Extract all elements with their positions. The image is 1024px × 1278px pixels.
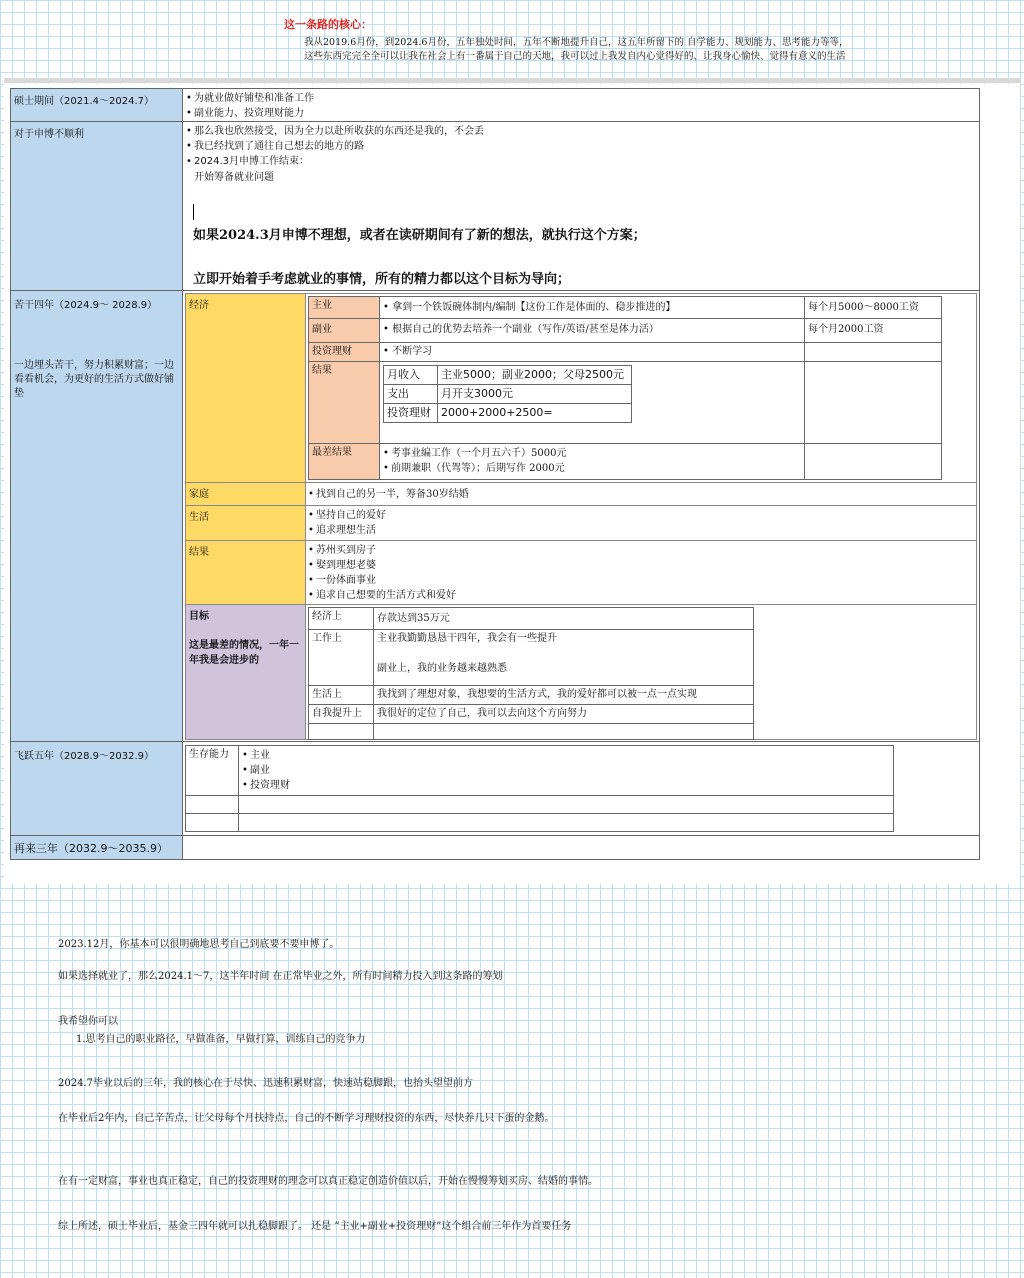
goal-note: 这是最差的情况，一年一年我是会进步的 xyxy=(189,640,299,666)
four-years-label: 苦干四年（2024.9～ 2028.9） xyxy=(14,300,158,311)
list-item: • 追求自己想要的生活方式和爱好 xyxy=(308,588,974,603)
expense-value: 月开支3000元 xyxy=(438,385,632,404)
list-item: • 副业 xyxy=(242,763,890,778)
leap-empty-value xyxy=(239,796,894,814)
again-label: 再来三年（2032.9～2035.9） xyxy=(14,842,168,855)
worst-label: 最差结果 xyxy=(309,444,380,480)
note-6: 在毕业后2年内，自己辛苦点，让父母每个月扶持点，自己的不断学习理财投资的东西，尽快养几只下蛋的金鹅。 xyxy=(58,1113,555,1124)
family-content-cell xyxy=(305,482,977,506)
goal-work-value xyxy=(374,630,754,686)
goal-work-key: 工作上 xyxy=(309,630,374,686)
list-item: • 副业能力、投资理财能力 xyxy=(186,106,976,121)
outcome-content-cell xyxy=(305,540,977,605)
header-line-2: 这些东西完完全全可以让我在社会上有一番属于自己的天地，我可以过上我发自内心觉得好的、让我身心愉快、觉得有意义的生活 xyxy=(304,51,846,62)
outcome-label: 结果 xyxy=(189,547,209,558)
masters-label-cell xyxy=(10,88,183,122)
goal-label-cell xyxy=(185,604,306,740)
list-item: • 那么我也欣然接受，因为全力以赴所收获的东西还是我的，不会丢 xyxy=(186,124,976,139)
income-value: 主业5000；副业2000；父母2500元 xyxy=(438,366,632,385)
list-item: • 坚持自己的爱好 xyxy=(308,508,974,523)
note-4: 1.思考自己的职业路径，早做准备，早做打算，训练自己的竞争力 xyxy=(76,1034,366,1045)
result-subtable xyxy=(383,365,632,423)
ability-items xyxy=(239,746,894,796)
goal-life-key: 生活上 xyxy=(309,686,374,705)
result-label: 结果 xyxy=(309,362,380,444)
side-job-label: 副业 xyxy=(309,319,380,343)
life-label: 生活 xyxy=(189,512,209,523)
goal-work-line-2: 副业上，我的业务越来越熟悉 xyxy=(377,663,507,674)
list-item: • 找到自己的另一半，筹备30岁结婚 xyxy=(308,487,974,502)
outcome-label-cell xyxy=(185,540,306,605)
phd-fail-big2-b: 所有的精力都以这个目标为导向； xyxy=(375,272,571,287)
invest-key: 投资理财 xyxy=(384,404,438,423)
life-label-cell xyxy=(185,505,306,541)
result-cell xyxy=(380,362,805,444)
goal-economy-value: 存款达到35万元 xyxy=(374,608,754,630)
ability-label: 生存能力 xyxy=(186,746,239,796)
note-1: 2023.12月，你基本可以很明确地思考自己到底要不要申博了。 xyxy=(58,939,340,950)
life-content-cell xyxy=(305,505,977,541)
note-7: 在有一定财富，事业也真正稳定，自己的投资理财的理念可以真正稳定创造价值以后，开始在慢慢筹划买房、结婚的事情。 xyxy=(58,1176,598,1187)
list-item: • 我已经找到了通往自己想去的地方的路 xyxy=(186,139,976,154)
goal-label: 目标 xyxy=(189,611,209,622)
list-item: • 考事业编工作（一个月五六千）5000元 xyxy=(383,446,801,461)
phd-fail-label-cell xyxy=(10,121,183,291)
worst-cell xyxy=(380,444,805,480)
note-8: 综上所述，硕士毕业后，基金三四年就可以扎稳脚跟了。 还是 “主业+副业+投资理财”这个组合前三年作为首要任务 xyxy=(58,1221,572,1232)
goal-empty-key xyxy=(309,724,374,740)
invest-value: 2000+2000+2500= xyxy=(438,404,632,423)
phd-fail-big1: 如果2024.3月申博不理想，或者在读研期间有了新的想法，就执行这个方案； xyxy=(193,228,646,243)
income-key: 月收入 xyxy=(384,366,438,385)
invest-desc: • 不断学习 xyxy=(380,343,805,362)
leap-empty-key xyxy=(186,796,239,814)
header-title: 这一条路的核心： xyxy=(284,18,372,31)
note-3: 我希望你可以 xyxy=(58,1016,118,1027)
economy-label: 经济 xyxy=(189,300,209,311)
economy-table xyxy=(308,296,942,480)
goal-life-value: 我找到了理想对象，我想要的生活方式，我的爱好都可以被一点一点实现 xyxy=(374,686,754,705)
invest-empty xyxy=(805,343,942,362)
economy-label-cell xyxy=(185,293,306,483)
list-item: • 娶到理想老婆 xyxy=(308,558,974,573)
result-empty xyxy=(805,362,942,444)
leap-empty-value xyxy=(239,814,894,832)
list-item: • 苏州买到房子 xyxy=(308,543,974,558)
invest-desc-text: 不断学习 xyxy=(392,346,433,357)
phd-fail-label: 对于申博不顺利 xyxy=(14,129,84,140)
expense-key: 支出 xyxy=(384,385,438,404)
phd-fail-big2 xyxy=(193,268,570,287)
again-content-cell xyxy=(182,835,980,860)
list-item: • 为就业做好铺垫和准备工作 xyxy=(186,91,976,106)
masters-label: 硕士期间（2021.4～2024.7） xyxy=(14,96,154,107)
note-2: 如果选择就业了，那么2024.1～7，这半年时间 在正常毕业之外，所有时间精力投入到这条路的筹划 xyxy=(58,971,503,982)
phd-fail-sub: 开始筹备就业问题 xyxy=(194,172,274,183)
phd-fail-big2-a: 立即开始着手考虑就业的事情， xyxy=(193,272,376,287)
header-line-1: 我从2019.6月份，到2024.6月份，五年独处时间，五年不断地提升自己，这五年所留下的 自学能力、规划能力、思考能力等等， xyxy=(304,37,849,48)
section-divider[interactable] xyxy=(4,78,1020,83)
four-years-motto: 一边埋头苦干，努力积累财富；一边看看机会，为更好的生活方式做好铺垫 xyxy=(14,360,174,399)
leap-empty-key xyxy=(186,814,239,832)
again-label-cell xyxy=(10,835,183,860)
leap-label-cell xyxy=(10,741,183,836)
list-item: • 2024.3月申博工作结束： xyxy=(186,154,976,169)
masters-content-cell xyxy=(182,88,980,122)
text-cursor[interactable] xyxy=(193,204,194,220)
list-item: • 前期兼职（代驾等）；后期写作 2000元 xyxy=(383,461,801,476)
worst-empty xyxy=(805,444,942,480)
phd-fail-content-cell xyxy=(182,121,980,291)
goal-work-line-1: 主业我勤勤恳恳干四年，我会有一些提升 xyxy=(377,633,557,644)
goal-table xyxy=(308,607,754,740)
list-item: • 投资理财 xyxy=(242,778,890,793)
goal-self-key: 自我提升上 xyxy=(309,705,374,724)
goal-economy-key: 经济上 xyxy=(309,608,374,630)
main-job-label: 主业 xyxy=(309,297,380,319)
main-job-desc-text: 拿到一个铁饭碗体制内/编制【这份工作是体面的、稳步推进的】 xyxy=(392,302,676,313)
family-label: 家庭 xyxy=(189,489,209,500)
side-job-desc: • 根据自己的优势去培养一个副业（写作/英语/甚至是体力活） xyxy=(380,319,805,343)
main-job-desc: • 拿到一个铁饭碗体制内/编制【这份工作是体面的、稳步推进的】 xyxy=(380,297,805,319)
side-job-income: 每个月2000工资 xyxy=(805,319,942,343)
goal-self-value: 我很好的定位了自己，我可以去向这个方向努力 xyxy=(374,705,754,724)
four-years-label-cell xyxy=(10,290,183,742)
family-label-cell xyxy=(185,482,306,506)
invest-label: 投资理财 xyxy=(309,343,380,362)
main-job-income: 每个月5000～8000工资 xyxy=(805,297,942,319)
note-5: 2024.7毕业以后的三年，我的核心在于尽快、迅速积累财富，快速站稳脚跟，也抬头望望前方 xyxy=(58,1078,473,1089)
side-job-desc-text: 根据自己的优势去培养一个副业（写作/英语/甚至是体力活） xyxy=(392,324,659,335)
leap-label: 飞跃五年（2028.9～2032.9） xyxy=(14,751,154,762)
leap-table xyxy=(185,745,894,832)
list-item: • 主业 xyxy=(242,748,890,763)
goal-empty-value xyxy=(374,724,754,740)
list-item: • 追求理想生活 xyxy=(308,523,974,538)
list-item: • 一份体面事业 xyxy=(308,573,974,588)
